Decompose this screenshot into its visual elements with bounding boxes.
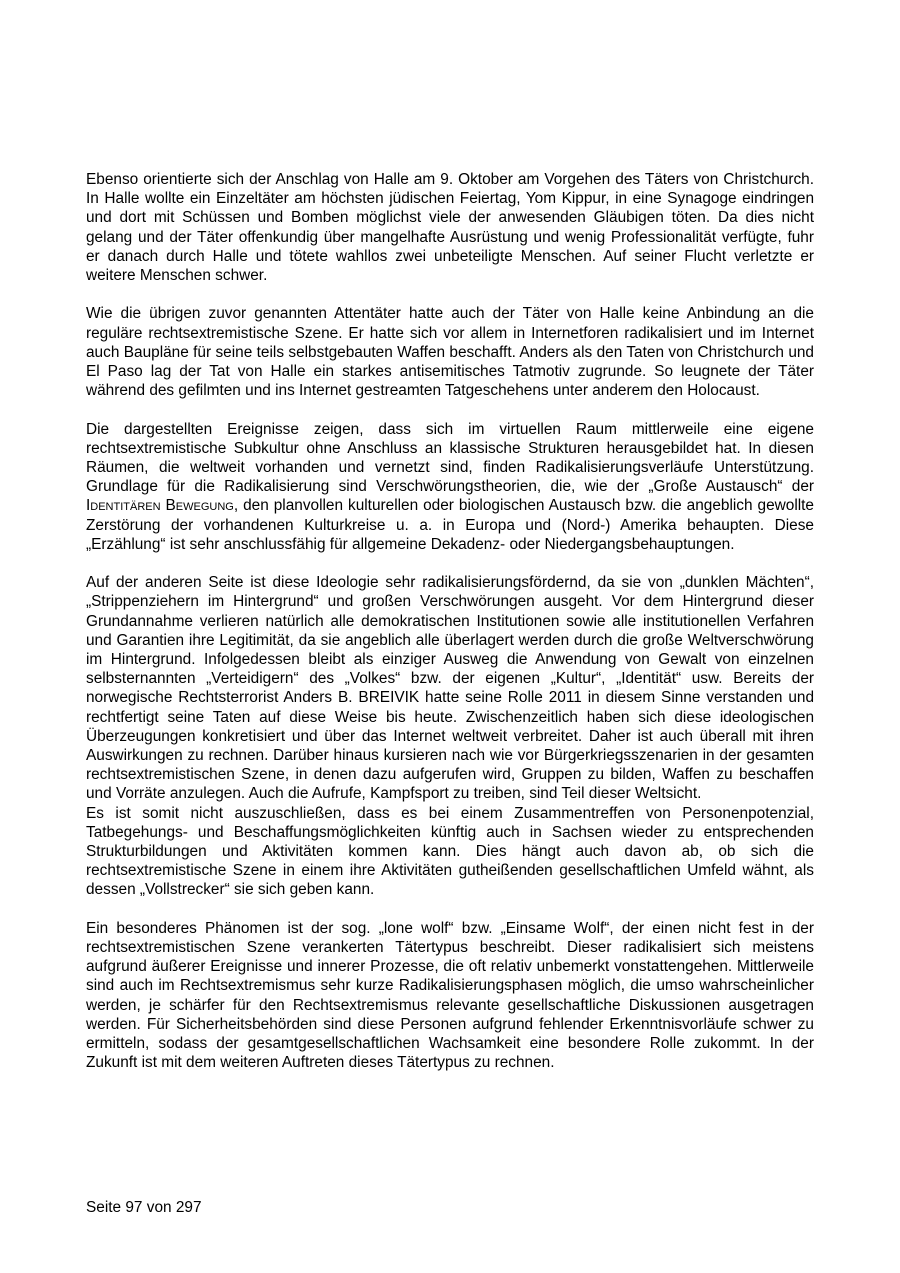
paragraph-text: Die dargestellten Ereignisse zeigen, dass sich im virtuellen Raum mittlerweile eine eigene rechtsextremistische Subkultur ohne Anschluss an klassische Strukturen herausgebildet hat. In diesen Räumen, die weltweit vorhanden und vernetzt sind, finden Radikalisierungsverläufe Unterstützung. Grundlage für die Radikalisierung sind Verschwörungstheorien, die, wie der „Große Austausch“ der xyxy=(86,420,814,496)
paragraph-text: , den planvollen kulturellen oder biologischen Austausch bzw. die angeblich gewollte Zerstörung der vorhandenen Kulturkreise u. a. in Europa und (Nord-) Amerika behaupten. Diese „Erzählung“ ist sehr anschlussfähig für allgemeine Dekadenz- oder Niedergangsbehauptungen. xyxy=(86,497,814,553)
paragraph-lone-wolf: Ein besonderes Phänomen ist der sog. „lone wolf“ bzw. „Einsame Wolf“, der einen nicht fest in der rechtsextremistischen Szene verankerten Tätertypus beschreibt. Dieser radikalisiert sich meistens aufgrund äußerer Ereignisse und innerer Prozesse, die oft relativ unbemerkt vonstattengehen. Mittlerweile sind auch im Rechtsextremismus sehr kurze Radikalisierungsphasen möglich, die umso wahrscheinlicher werden, je schärfer für den Rechtsextremismus relevante gesellschaftliche Diskussionen ausgetragen werden. Für Sicherheitsbehörden sind diese Personen aufgrund fehlender Erkenntnisvorläufe schwer zu ermitteln, sodass der gesamtgesellschaftlichen Wachsamkeit eine besondere Rolle zukommt. In der Zukunft ist mit dem weiteren Auftreten dieses Tätertypus zu rechnen. xyxy=(86,919,814,1072)
body-text xyxy=(86,170,814,1092)
paragraph-virtual-subculture xyxy=(86,420,814,554)
paragraph-ideology: Auf der anderen Seite ist diese Ideologie sehr radikalisierungsfördernd, da sie von „dunklen Mächten“, „Strippenziehern im Hintergrund“ und großen Verschwörungen ausgeht. Vor dem Hintergrund dieser Grundannahme verlieren natürlich alle demokratischen Institutionen sowie alle institutionellen Verfahren und Garantien ihre Legitimität, da sie angeblich alle überlagert werden durch die große Weltverschwörung im Hintergrund. Infolgedessen bleibt als einziger Ausweg die Anwendung von Gewalt von einzelnen selbsternannten „Verteidigern“ des „Volkes“ bzw. der eigenen „Kultur“, „Identität“ usw. Bereits der norwegische Rechtsterrorist Anders B. BREIVIK hatte seine Rolle 2011 in diesem Sinne verstanden und rechtfertigt seine Taten auf diese Weise bis heute. Zwischenzeitlich haben sich diese ideologischen Überzeugungen konkretisiert und über das Internet weltweit verbreitet. Daher ist auch überall mit ihren Auswirkungen zu rechnen. Darüber hinaus kursieren nach wie vor Bürgerkriegsszenarien in der gesamten rechtsextremistischen Szene, in denen dazu aufgerufen wird, Gruppen zu bilden, Waffen zu beschaffen und Vorräte anzulegen. Auch die Aufrufe, Kampfsport zu treiben, sind Teil dieser Weltsicht. xyxy=(86,574,814,803)
paragraph-saxony-outlook: Es ist somit nicht auszuschließen, dass es bei einem Zusammentreffen von Personenpotenzial, Tatbegehungs- und Beschaffungsmöglichkeiten künftig auch in Sachsen wieder zu entsprechenden Strukturbildungen und Aktivitäten kommen kann. Dies hängt auch davon ab, ob sich die rechtsextremistische Szene in einem ihre Aktivitäten gutheißenden gesellschaftlichen Umfeld wähnt, als dessen „Vollstrecker“ sie sich geben kann. xyxy=(86,804,814,899)
page-number: Seite 97 von 297 xyxy=(86,1199,202,1216)
organization-name: Identitären Bewegung xyxy=(86,497,234,515)
paragraph-halle-attack: Ebenso orientierte sich der Anschlag von Halle am 9. Oktober am Vorgehen des Täters von Christchurch. In Halle wollte ein Einzeltäter am höchsten jüdischen Feiertag, Yom Kippur, in eine Synagoge eindringen und dort mit Schüssen und Bomben möglichst viele der anwesenden Gläubigen töten. Da dies nicht gelang und der Täter offenkundig über mangelhafte Ausrüstung und wenig Professionalität verfügte, fuhr er danach durch Halle und tötete wahllos zwei unbeteiligte Menschen. Auf seiner Flucht verletzte er weitere Menschen schwer. xyxy=(86,171,814,285)
paragraph-halle-perpetrator: Wie die übrigen zuvor genannten Attentäter hatte auch der Täter von Halle keine Anbindung an die reguläre rechtsextremistische Szene. Er hatte sich vor allem in Internetforen radikalisiert und im Internet auch Baupläne für seine teils selbstgebauten Waffen beschafft. Anders als den Taten von Christchurch und El Paso lag der Tat von Halle ein starkes antisemitisches Tatmotiv zugrunde. So leugnete der Täter während des gefilmten und ins Internet gestreamten Tatgeschehens unter anderem den Holocaust. xyxy=(86,305,814,400)
